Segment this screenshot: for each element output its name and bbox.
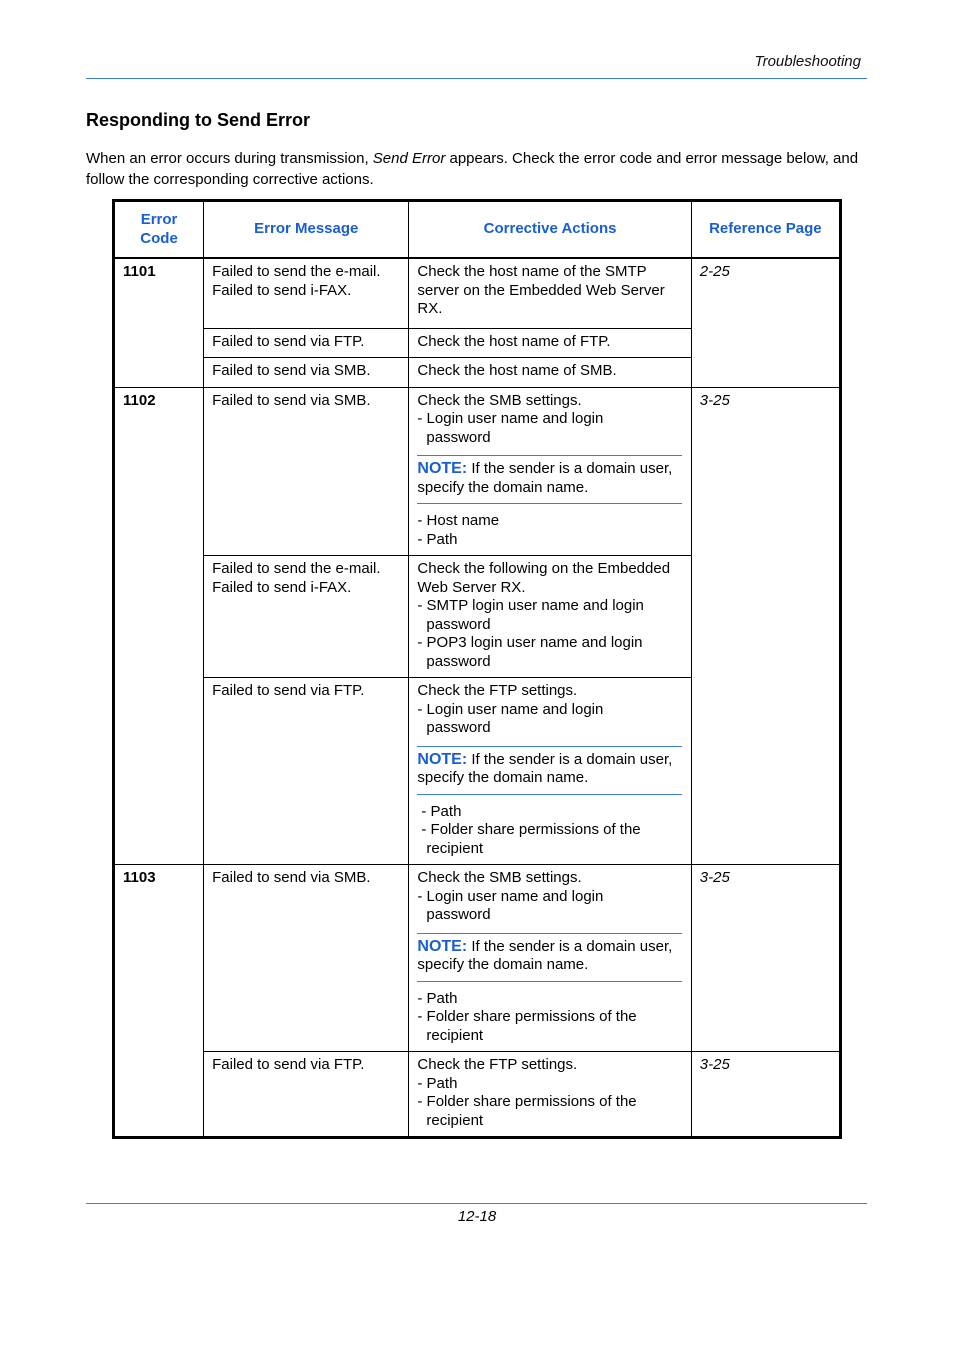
running-header: Troubleshooting [754,53,861,70]
action-line: - Path [421,802,462,820]
reference-page-cell: 3-25 [691,387,840,865]
corrective-action-cell [409,865,691,1052]
reference-page-cell: 3-25 [691,865,840,1052]
message-line: Failed to send i-FAX. [212,281,352,299]
action-line: Check the SMB settings. [417,869,582,886]
action-line: - Host name [417,512,500,529]
message-line: Failed to send the e-mail. [212,560,381,577]
action-line: - Folder share permissions of the [421,821,641,838]
error-code-cell: 1103 [114,865,204,1138]
action-line: Check the FTP settings. [417,682,578,699]
reference-page-cell: 2-25 [691,258,840,387]
intro-text-before: When an error occurs during transmission, [86,150,373,167]
action-line: - Login user name and login [417,887,604,905]
note-box [417,746,682,795]
action-line: - Login user name and login [417,700,604,718]
section-title: Responding to Send Error [86,110,311,130]
error-message-cell: Failed to send via SMB. [204,387,409,556]
corrective-action-cell: Check the host name of SMB. [409,358,691,388]
action-line: password [426,428,491,446]
action-line: password [426,615,491,633]
header-code-line2: Code [140,229,178,247]
action-text: Check the host name of the SMTP server on the Embedded Web Server RX. [417,263,665,317]
action-line: - SMTP login user name and login [417,597,644,614]
action-line: - Folder share permissions of the [417,1008,637,1025]
send-error-table [112,199,842,1139]
message-line: Failed to send the e-mail. [212,263,381,280]
note-box [417,455,682,504]
header-reference-page: Reference Page [691,201,840,259]
corrective-action-cell [409,556,691,678]
corrective-action-cell [409,258,691,328]
action-line: password [426,652,491,670]
error-code-cell: 1102 [114,387,204,865]
error-message-cell [204,556,409,678]
corrective-action-cell [409,678,691,865]
header-corrective-actions: Corrective Actions [409,201,691,259]
note-text: If the sender is a domain user, specify the domain name. [417,937,673,973]
error-message-cell: Failed to send via FTP. [204,678,409,865]
action-line: - Folder share permissions of the [417,1093,637,1110]
table-row [114,387,841,556]
error-message-cell: Failed to send via SMB. [204,865,409,1052]
table-row [114,1052,841,1138]
action-line: recipient [426,1111,484,1129]
intro-paragraph [86,148,876,190]
action-line: Check the SMB settings. [417,391,582,409]
action-line: password [426,906,491,923]
corrective-action-cell [409,1052,691,1138]
intro-text-after: appears. Check the error code and error message below, and follow the corresponding corrective actions. [86,150,859,188]
action-line: password [426,719,491,736]
note-label: NOTE: [417,750,468,768]
action-line: recipient [426,839,484,857]
action-line: - POP3 login user name and login [417,634,643,651]
table-row [114,258,841,328]
page-number: 12-18 [457,1208,497,1225]
footer-rule [86,1203,867,1204]
header-error-message: Error Message [204,201,409,259]
message-line: Failed to send i-FAX. [212,578,352,596]
action-line: - Path [417,530,458,548]
error-code-cell: 1101 [114,258,204,387]
note-box [417,933,682,982]
corrective-action-cell [409,387,691,556]
note-text: If the sender is a domain user, specify the domain name. [417,750,673,786]
error-message-cell: Failed to send via SMB. [204,358,409,388]
error-message-cell: Failed to send via FTP. [204,328,409,358]
table-header-row [114,201,841,259]
note-label: NOTE: [417,937,468,955]
table-row [114,865,841,1052]
intro-emphasis: Send Error [372,150,446,167]
corrective-action-cell: Check the host name of FTP. [409,328,691,358]
note-text: If the sender is a domain user, specify the domain name. [417,460,673,496]
error-message-cell [204,258,409,328]
header-rule [86,78,867,79]
action-line: - Path [417,1074,458,1092]
error-message-cell: Failed to send via FTP. [204,1052,409,1138]
reference-page-cell: 3-25 [691,1052,840,1138]
header-code-line1: Error [140,211,178,228]
header-error-code [114,201,204,259]
note-label: NOTE: [417,460,468,477]
action-line: Check the following on the Embedded Web Server RX. [417,560,671,596]
action-line: Check the FTP settings. [417,1056,578,1073]
action-line: recipient [426,1026,484,1044]
action-line: - Login user name and login [417,410,604,427]
action-line: - Path [417,989,458,1007]
